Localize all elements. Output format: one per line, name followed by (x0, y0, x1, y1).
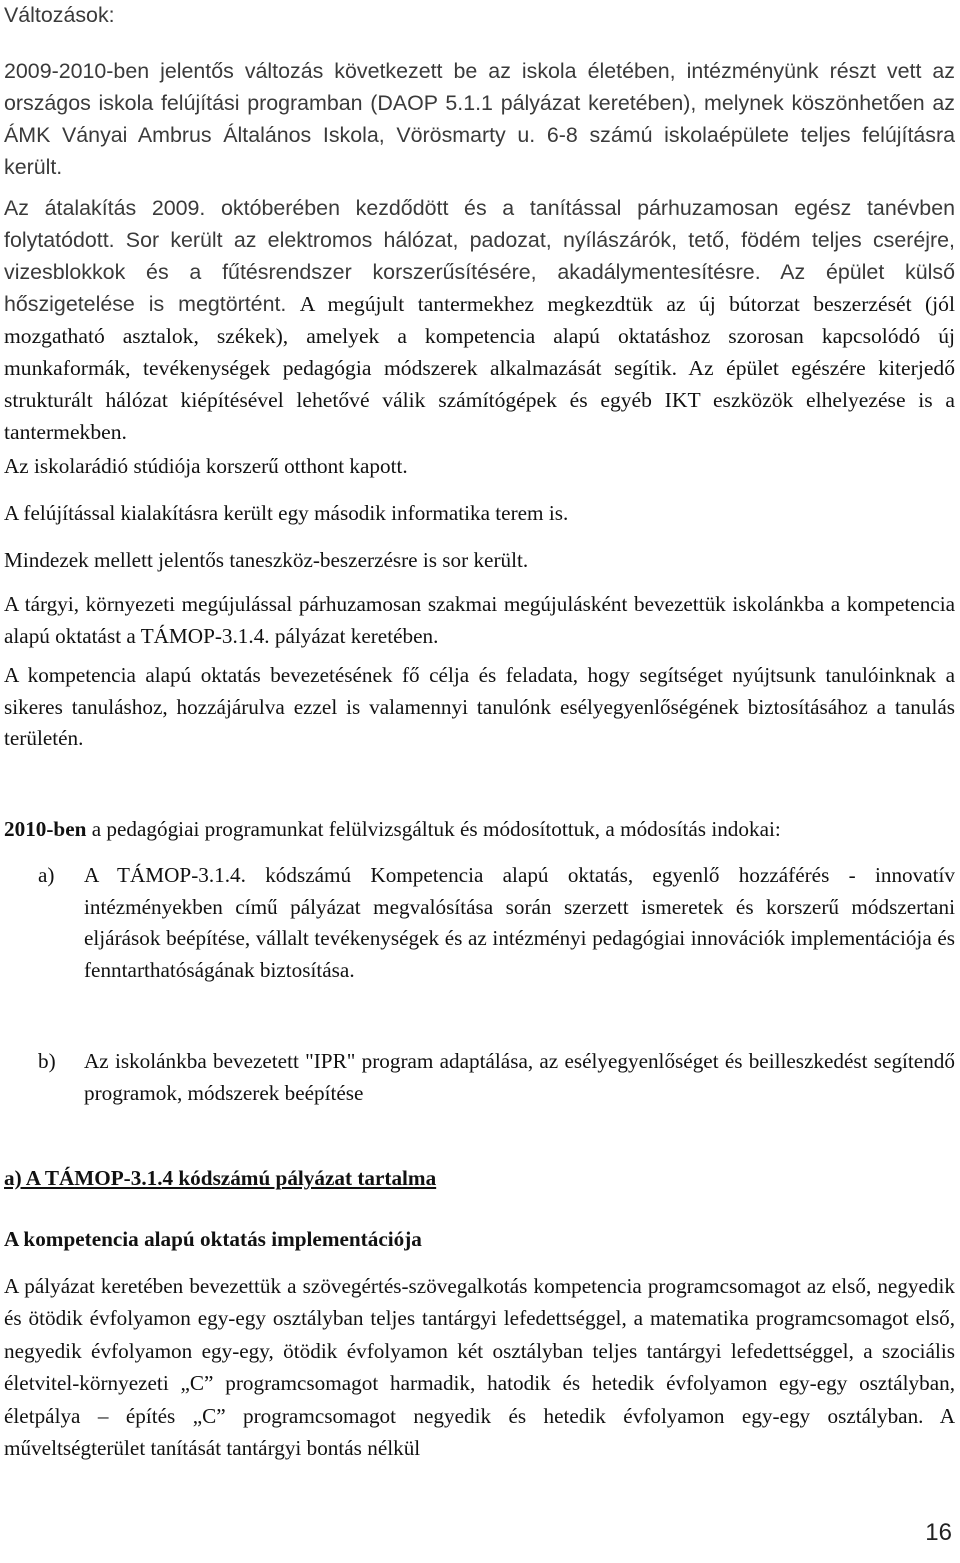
paragraph-competence-intro: A tárgyi, környezeti megújulással párhuzamosan szakmai megújulásként bevezettük iskolánkba a kompetencia alapú oktatást a TÁMOP-3.1.4. pályázat keretében. (4, 592, 955, 648)
list-item (4, 1046, 955, 1109)
list-marker: b) (38, 1049, 56, 1073)
paragraph-it-room: A felújítással kialakításra került egy második informatika terem is. (4, 501, 569, 525)
paragraph-2010-review (4, 814, 955, 846)
list-item (4, 860, 955, 986)
subsection-title: A kompetencia alapú oktatás implementációja (4, 1227, 422, 1251)
paragraph-furniture: A megújult tantermekhez megkezdtük az új bútorzat beszerzését (jól mozgatható asztalok, székek), amelyek a kompetencia alapú oktatáshoz szorosan kapcsolódó új munkaformák, tevékenységek pedagógia módszerek alkalmazását segítik. Az épület egészére kiterjedő strukturált hálózat kiépítésével lehetővé válik számítógépek és egyéb IKT eszközök elhelyezése is a tantermekben. (4, 292, 955, 444)
list-item-text: Az iskolánkba bevezetett "IPR" program adaptálása, az esélyegyenlőséget és beilleszkedést segítendő programok, módszerek beépítése (84, 1049, 955, 1105)
paragraph-radio-studio: Az iskolarádió stúdiója korszerű otthont kapott. (4, 454, 408, 478)
year-label: 2010-ben (4, 817, 87, 841)
list-marker: a) (38, 863, 55, 887)
list-item-text: A TÁMOP-3.1.4. kódszámú Kompetencia alapú oktatás, egyenlő hozzáférés - innovatív intézményekben című pályázat megvalósítása során szerzett ismeretek és korszerű módszertani eljárások beépítése, vállalt tevékenységek és az intézményi pedagógiai innovációk implementációja és fenntarthatóságának biztosítása. (84, 863, 955, 982)
paragraph-renovation-details-sans: Az átalakítás 2009. októberében kezdődött és a tanítással párhuzamosan egész tanévben folytatódott. Sor került az elektromos hálózat, padozat, nyílászárók, tető, födém teljes cseréjre, vizesblokkok és a fűtésrendszer korszerűsítésére, akadálymentesítésre. Az épület külső hőszigetelése is megtörtént. (4, 196, 955, 316)
section-title (4, 1163, 955, 1195)
paragraph-equipment: Mindezek mellett jelentős taneszköz-beszerzésre is sor került. (4, 548, 529, 572)
paragraph-competence-goal: A kompetencia alapú oktatás bevezetésének fő célja és feladata, hogy segítséget nyújtsunk tanulóinknak a sikeres tanuláshoz, hozzájárulva ezzel is valamennyi tanulónk esélyegyenlőségének biztosításához a tanulás területén. (4, 663, 955, 750)
review-text: a pedagógiai programunkat felülvizsgáltuk és módosítottuk, a módosítás indokai: (86, 817, 781, 841)
paragraph-program-packages: A pályázat keretében bevezettük a szövegértés-szövegalkotás kompetencia programcsomagot az első, negyedik és ötödik évfolyamon egy-egy osztályban teljes tantárgyi lefedettséggel, a matematika programcsomagot első, negyedik évfolyamon egy-egy, ötödik évfolyamon két osztályban teljes tantárgyi lefedettséggel, a szociális életvitel-környezeti „C” programcsomagot harmadik, hatodik és hetedik évfolyamon egy-egy osztályban, életpálya – építés „C” programcsomagot negyedik és hetedik évfolyamon egy-egy osztályban. A műveltségterület tanítását tantárgyi bontás nélkül (4, 1274, 955, 1461)
paragraph-renovation-details (4, 192, 955, 448)
section-title-text: a) A TÁMOP-3.1.4 kódszámú pályázat tartalma (4, 1166, 437, 1190)
paragraph-renovation-intro: 2009-2010-ben jelentős változás következett be az iskola életében, intézményünk részt vett az országos iskola felújítási programban (DAOP 5.1.1 pályázat keretében), melynek köszönhetően az ÁMK Ványai Ambrus Általános Iskola, Vörösmarty u. 6-8 számú iskolaépülete teljes felújításra került. (4, 59, 955, 179)
section-heading: Változások: (4, 3, 115, 27)
page-number: 16 (925, 1519, 952, 1546)
